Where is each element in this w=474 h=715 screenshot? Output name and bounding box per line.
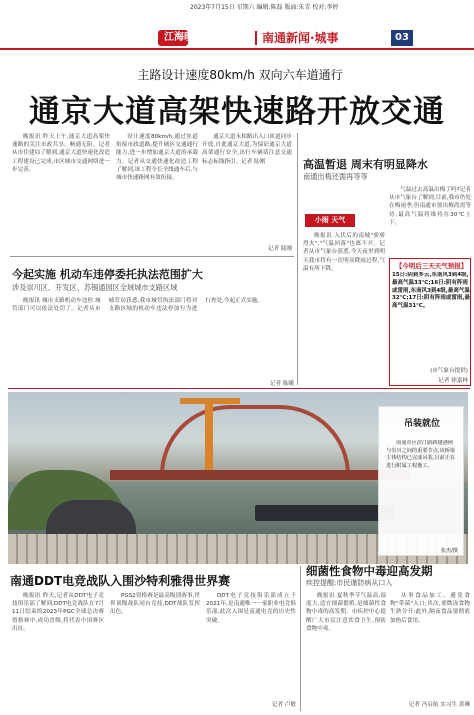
fungus-headline: 细菌性食物中毒迎高发期 [306,564,433,578]
heat-deck: 南通出梅还需再等等 [303,172,368,181]
ddt-col-3: DDT电子竞技俱乐部成立于2021年,是南通唯一一家职业电竞俱乐部,此次入围是南通电竞的历史性突破。 [206,593,296,624]
main-kicker: 主路设计速度80km/h 双向六车道通行 [137,68,343,82]
main-col-2: 设计速度80km/h,通过匝道衔接市政道路,提升城区交通通行能力,进一步增加通京大道的承载力。记者从交通快速化改造工程了解到,该工程全长全线通车后,与城市快速路网有效衔接。 [116,134,198,182]
forecast-text: 15日:阴到多云,东南风3到4级,最高气温33℃;16日:阴有阵雨或雷雨,东南风3到4级,最高气温32℃;17日:阴有阵雨或雷雨,最高气温31℃。 [392,272,470,310]
ddt-col-2: PGS2资格赛是最高级别赛事,世界顶级战队同台竞技,DDT战队发挥出色。 [110,593,200,616]
page-number: 03 [391,30,413,46]
main-byline: 记者 陆刚 [267,246,292,252]
heat-headline: 高温暂退 周末有明显降水 [303,158,428,171]
rain-weather-icon: 小雨 天气 [305,214,355,227]
bridge-deck-shape [110,470,410,480]
heat-col-2: 气温过去高温出梅了吗?记者从市气象台了解到,目前,我市仍处在梅雨季,但南通市要出梅尚需等待,最高气温将维持在30℃上下。 [389,187,471,226]
ddt-col-1: 晚报讯 昨天,记者从DDT电子竞技俱乐部了解到,DDT电竞战队在7月11日结束的2023年PGC全球总决赛资格赛中,成功晋级,将代表中国赛区出征。 [12,593,104,632]
column-divider [297,133,298,385]
column-divider [300,566,301,711]
crane-tower-shape [205,398,213,474]
heat-byline: 记者 徐嘉林 [438,378,468,384]
barge-shape [255,505,395,521]
crane-arm-shape [180,398,240,404]
violation-deck: 涉及崇川区、开发区、苏锡通园区全域城市支路区域 [12,283,178,292]
main-col-3: 通京大道永和路出入口匝道同步开放,自此通京大道,为保证通京大道高架通行安全,出行车辆请注意交通标志标线指引。记者 陆刚 [202,134,292,165]
fungus-col-1: 晚报讯 夏秋季节气温高,湿度大,适宜细菌繁殖,是细菌性食物中毒的高发期。市疾控中心提醒广大市民注意饮食卫生,预防食物中毒。 [306,593,386,632]
forecast-credit: (市气象台提供) [430,368,468,374]
forecast-title: 【今明后三天天气预报】 [395,262,468,270]
ddt-byline: 记者 卢敏 [271,702,296,708]
photo-credit: 张杰/摄 [440,548,458,554]
photo-caption-title: 吊装就位 [403,419,440,428]
section-rule [8,388,470,389]
violation-body: 晚报讯 城市支路机动车违停,城管部门可以依法处罚了。记者从市城管局获悉,我市城管执法部门将对支路区域的机动车违法停放行为进行查处,今起正式实施。 [12,298,264,313]
ddt-headline: 南通DDT电竞战队入围沙特利雅得世界赛 [10,574,231,588]
heat-col-1: 晚报讯 入伏后的南城"骄骄烈火","气温回落"也离不开。记者从市气象台获悉,今天夜里到明天我市将有一次明显降雨过程,气温有所下降。 [303,233,385,272]
newspaper-name: 江海晚报 [164,32,204,43]
violation-byline: 记者 陈曦 [269,381,294,387]
fungus-deck: 疾控提醒:市民谨防病从口入 [306,579,393,587]
main-headline: 通京大道高架快速路开放交通 [29,94,445,126]
violation-headline: 今起实施 机动车违停委托执法范围扩大 [12,268,203,281]
fungus-col-2: 从事食品加工、避免食物"带菌"入口;其次,要微冻食物生熟分开;此外,隔夜食品要彻底加热后食用。 [390,593,470,624]
masthead-divider [255,31,257,45]
divider [10,256,294,257]
main-col-1: 晚报讯 昨天上午,通京大道高架快速路的关注市政共享、畅通无阻。记者从市住建局了解到,通京大道快速化改造工程建设已完成,市区城市交通网络进一步完善。 [12,134,110,173]
fungus-byline: 记者 冯启航 实习生 黄琳 [408,702,470,708]
photo-caption-text: 南通市区滨江路跨越港闸与崇川之间的重要节点,该桥梁主体结构已完成吊装,目前正在进行附属工程施工。 [386,440,456,469]
section-name: 南通新闻·城事 [262,31,339,45]
date-line: 2023年7月15日 星期六 编辑:陈磊 版面:朱青 校对:李婷 [190,4,339,11]
